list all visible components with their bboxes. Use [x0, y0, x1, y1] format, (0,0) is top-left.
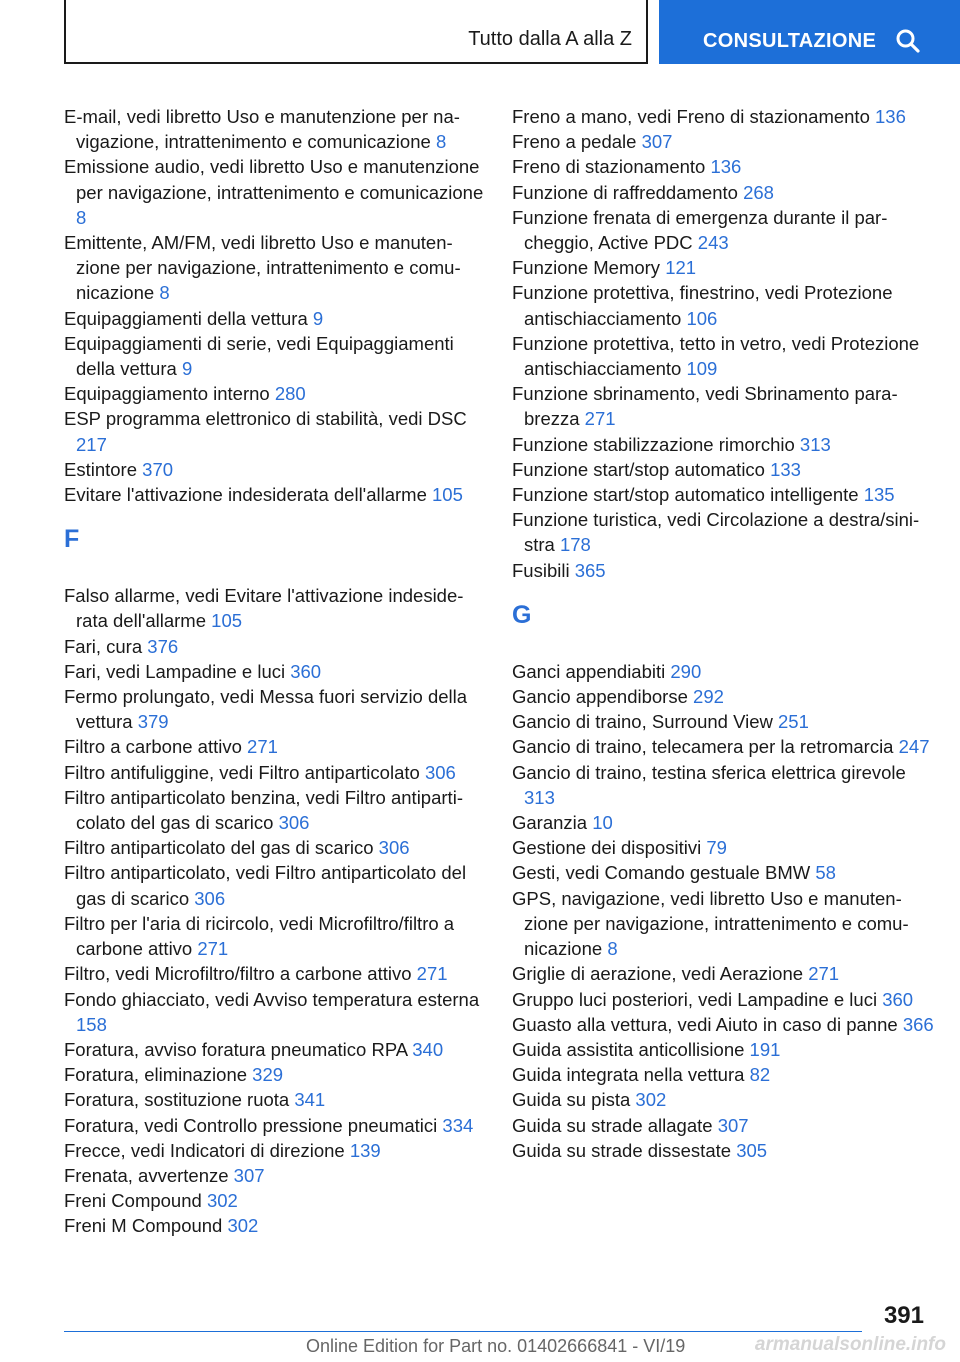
index-entry-text: Funzione di raffreddamento: [512, 181, 738, 203]
page-reference-link[interactable]: 9: [312, 307, 324, 329]
page-reference-link[interactable]: 8: [435, 131, 447, 153]
index-entry: [512, 104, 937, 129]
page-reference-link[interactable]: 290: [670, 660, 702, 682]
page-reference-link[interactable]: 376: [147, 635, 179, 657]
page-reference-link[interactable]: 313: [524, 786, 555, 808]
index-entry-text: Freno a pedale: [512, 131, 637, 153]
index-entry: [512, 860, 937, 885]
page-reference-link[interactable]: 302: [635, 1089, 667, 1111]
index-entry-text: Freno a mano, vedi Freno di stazionamento: [512, 106, 870, 127]
page-reference-link[interactable]: 379: [137, 711, 169, 733]
index-entry: [64, 1087, 484, 1112]
search-icon[interactable]: [895, 28, 921, 54]
index-entry-text: Garanzia: [512, 812, 588, 834]
index-entry: [64, 1037, 484, 1062]
index-letter-heading: F: [64, 525, 80, 554]
index-entry: [512, 1012, 937, 1037]
index-entry: [512, 1113, 937, 1138]
index-entry: [64, 230, 484, 306]
index-entry-text: Fondo ghiacciato, vedi Avviso temperatura esterna: [64, 988, 480, 1010]
index-entry-text: Gancio di traino, Surround View: [512, 711, 773, 733]
index-entry-text: Equipaggiamento interno: [64, 383, 270, 405]
index-entry: [512, 987, 937, 1012]
index-entry-text: Gesti, vedi Comando gestuale BMW: [512, 862, 811, 884]
index-entry-text: Gestione dei dispositivi: [512, 837, 702, 859]
page-reference-link[interactable]: 8: [76, 206, 87, 228]
page-reference-link[interactable]: 105: [211, 610, 243, 632]
index-entry-text: Frecce, vedi Indicatori di direzione: [64, 1139, 345, 1161]
index-entry-text: Fusibili: [512, 559, 570, 581]
index-entry: [512, 432, 937, 457]
index-entry-text: Filtro antiparticolato del gas di scarico: [64, 837, 374, 859]
index-entry: [64, 835, 484, 860]
index-entry-text: Foratura, eliminazione: [64, 1064, 248, 1086]
index-entry: [64, 406, 484, 456]
index-entry-text: Guida assistita anticollisione: [512, 1038, 745, 1060]
footer-divider: [64, 1331, 862, 1332]
index-entry: [64, 659, 484, 684]
page-reference-link[interactable]: 271: [808, 963, 840, 985]
index-entry: [512, 1062, 937, 1087]
index-entry-text: Foratura, sostituzione ruota: [64, 1089, 290, 1111]
page-reference-link[interactable]: 79: [706, 837, 727, 859]
page-reference-link[interactable]: 105: [432, 484, 463, 506]
index-entry-text: Guida su pista: [512, 1089, 631, 1111]
index-entry: [512, 457, 937, 482]
index-entry: [512, 507, 937, 557]
edition-text: Online Edition for Part no. 01402666841 - VI/19: [306, 1336, 686, 1356]
page-reference-link[interactable]: 370: [142, 458, 174, 480]
section-header: [64, 0, 648, 64]
index-entry: [512, 659, 937, 684]
index-entry: [64, 760, 484, 785]
index-entry-text: ESP programma elettronico di stabilità, vedi DSC: [64, 408, 467, 430]
index-entry: [64, 911, 484, 961]
index-entry-text: Foratura, vedi Controllo pressione pneumatici: [64, 1114, 438, 1136]
index-entry: [64, 785, 484, 835]
page-reference-link[interactable]: 313: [799, 433, 831, 455]
index-entry: [64, 1113, 484, 1138]
index-entry-text: Funzione sbrinamento, vedi Sbrinamento parabrezza: [512, 383, 898, 430]
page-number: 391: [883, 1302, 924, 1329]
index-entry: [512, 205, 937, 255]
page-reference-link[interactable]: 136: [710, 156, 742, 178]
consultazione-tab[interactable]: [659, 0, 960, 64]
page-reference-link[interactable]: 340: [412, 1038, 444, 1060]
page-reference-link[interactable]: 307: [717, 1114, 749, 1136]
index-entry: [64, 104, 484, 154]
index-entry: [64, 1062, 484, 1087]
index-entry-text: Filtro, vedi Microfiltro/filtro a carbone attivo: [64, 963, 412, 985]
index-entry-text: Foratura, avviso foratura pneumatico RPA: [64, 1038, 408, 1060]
index-entry-text: Emissione audio, vedi libretto Uso e manutenzione per navigazione, intrattenimento e comunicazione: [64, 156, 484, 203]
page-reference-link[interactable]: 329: [252, 1064, 284, 1086]
page-reference-link[interactable]: 8: [607, 938, 618, 960]
tab-label: CONSULTAZIONE: [703, 30, 877, 52]
page-reference-link[interactable]: 271: [197, 938, 229, 960]
index-entry-text: Freno di stazionamento: [512, 156, 706, 178]
page-reference-link[interactable]: 302: [227, 1215, 259, 1237]
page-reference-link[interactable]: 280: [274, 383, 306, 405]
index-entry: [64, 961, 484, 986]
index-entry: [512, 1087, 937, 1112]
index-entry: [64, 331, 484, 381]
index-entry: [512, 961, 937, 986]
index-entry-text: Fermo prolungato, vedi Messa fuori servizio della vettura: [64, 686, 468, 733]
index-entry-text: Equipaggiamenti di serie, vedi Equipaggiamenti della vettura: [64, 332, 454, 380]
index-entry-text: Emittente, AM/FM, vedi libretto Uso e manutenzione per navigazione, intrattenimento e comunicazione: [64, 232, 461, 304]
index-entry: [64, 684, 484, 734]
index-entry: [64, 634, 484, 659]
index-entry: [512, 1138, 937, 1163]
index-entry-text: Gancio di traino, testina sferica elettrica girevole: [512, 761, 906, 783]
index-entry: [512, 255, 937, 280]
page-reference-link[interactable]: 191: [749, 1038, 781, 1060]
index-entry: [512, 154, 937, 179]
index-entry: [512, 709, 937, 734]
index-entry-text: Filtro antiparticolato, vedi Filtro antiparticolato del gas di scarico: [64, 862, 467, 909]
index-entry-text: Funzione frenata di emergenza durante il parcheggio, Active PDC: [512, 206, 888, 254]
page-reference-link[interactable]: 268: [743, 181, 774, 203]
index-entry-text: Ganci appendiabiti: [512, 660, 666, 682]
index-entry-text: Gancio di traino, telecamera per la retromarcia: [512, 736, 894, 758]
page-reference-link[interactable]: 307: [641, 131, 673, 153]
index-entry: [512, 129, 937, 154]
index-entry-text: Evitare l'attivazione indesiderata dell'allarme: [64, 484, 427, 506]
index-entry: [512, 1037, 937, 1062]
page-reference-link[interactable]: 305: [736, 1139, 768, 1161]
index-entry: [64, 381, 484, 406]
index-entry-text: Fari, cura: [64, 635, 143, 657]
section-label: Tutto dalla A alla Z: [468, 28, 632, 50]
index-entry-text: Funzione stabilizzazione rimorchio: [512, 433, 795, 455]
index-entry-text: Funzione protettiva, tetto in vetro, vedi Protezione antischiacciamento: [512, 332, 920, 380]
index-entry-text: Funzione protettiva, finestrino, vedi Protezione antischiacciamento: [512, 282, 893, 329]
index-entry-text: Funzione start/stop automatico intelligente: [512, 484, 859, 506]
index-entry-text: Freni M Compound: [64, 1215, 223, 1237]
index-entry: [64, 583, 484, 633]
page-reference-link[interactable]: 251: [778, 711, 809, 733]
index-entry: [512, 734, 937, 759]
index-entry-text: Filtro per l'aria di ricircolo, vedi Microfiltro/filtro a carbone attivo: [64, 912, 455, 960]
index-entry: [512, 835, 937, 860]
index-entry-text: Freni Compound: [64, 1190, 202, 1212]
watermark-text: armanualsonline.info: [754, 1334, 946, 1355]
index-entry-text: Guasto alla vettura, vedi Aiuto in caso di panne: [512, 1013, 898, 1035]
page-reference-link[interactable]: 136: [875, 106, 906, 127]
page-reference-link[interactable]: 306: [424, 761, 456, 783]
index-entry-text: Fari, vedi Lampadine e luci: [64, 660, 286, 682]
index-entry-text: Guida su strade dissestate: [512, 1139, 732, 1161]
index-entry: [64, 306, 484, 331]
index-entry: [64, 1163, 484, 1188]
page-reference-link[interactable]: 365: [574, 559, 606, 581]
page-reference-link[interactable]: 306: [194, 887, 226, 909]
index-entry-text: Estintore: [64, 458, 138, 480]
index-entry: [64, 457, 484, 482]
index-entry-text: Funzione turistica, vedi Circolazione a destra/sinistra: [512, 509, 920, 556]
page-reference-link[interactable]: 360: [290, 660, 322, 682]
index-entry: [64, 860, 484, 910]
index-entry: [64, 987, 484, 1037]
page-reference-link[interactable]: 178: [559, 534, 591, 556]
index-entry: [512, 180, 937, 205]
index-entry: [512, 886, 937, 962]
page-reference-link[interactable]: 271: [584, 408, 616, 430]
page-reference-link[interactable]: 271: [247, 736, 278, 758]
page-reference-link[interactable]: 82: [749, 1064, 771, 1086]
index-entry: [512, 331, 937, 381]
page-reference-link[interactable]: 292: [693, 686, 724, 708]
page-reference-link[interactable]: 109: [686, 358, 718, 380]
page-reference-link[interactable]: 58: [815, 862, 836, 884]
page-reference-link[interactable]: 9: [181, 358, 193, 380]
index-entry: [512, 684, 937, 709]
index-entry-text: Filtro a carbone attivo: [64, 736, 242, 758]
index-letter-heading: G: [512, 600, 532, 629]
index-entry-text: Filtro antiparticolato benzina, vedi Filtro antiparticolato del gas di scarico: [64, 786, 463, 834]
index-entry-text: Frenata, avvertenze: [64, 1164, 229, 1186]
page-reference-link[interactable]: 121: [665, 257, 697, 279]
index-entry-text: Gancio appendiborse: [512, 686, 688, 708]
index-column-right: [512, 104, 937, 1163]
index-entry: [64, 154, 484, 230]
index-entry: [64, 734, 484, 759]
index-entry: [512, 280, 937, 330]
index-entry-text: Filtro antifuliggine, vedi Filtro antiparticolato: [64, 761, 420, 783]
page-reference-link[interactable]: 307: [233, 1164, 265, 1186]
page-reference-link[interactable]: 139: [349, 1139, 381, 1161]
page-reference-link[interactable]: 334: [442, 1114, 474, 1136]
page-reference-link[interactable]: 306: [378, 837, 410, 859]
page-reference-link[interactable]: 341: [294, 1089, 326, 1111]
index-entry: [64, 1138, 484, 1163]
page-reference-link[interactable]: 366: [902, 1013, 934, 1035]
index-entry: [512, 558, 937, 583]
index-entry: [64, 1188, 484, 1213]
page-reference-link[interactable]: 302: [206, 1190, 238, 1212]
page-reference-link[interactable]: 158: [76, 1013, 107, 1035]
page-reference-link[interactable]: 217: [76, 433, 107, 455]
index-entry-text: Funzione Memory: [512, 257, 661, 279]
index-entry: [64, 482, 484, 507]
index-entry-text: Funzione start/stop automatico: [512, 458, 765, 480]
index-entry-text: E-mail, vedi libretto Uso e manutenzione per navigazione, intrattenimento e comunicazione: [64, 106, 460, 153]
index-entry: [512, 482, 937, 507]
index-entry-text: Griglie di aerazione, vedi Aerazione: [512, 963, 804, 985]
index-column-left: [64, 104, 484, 1239]
page-reference-link[interactable]: 247: [898, 736, 930, 758]
page-reference-link[interactable]: 306: [278, 812, 310, 834]
index-entry: [512, 760, 937, 810]
page-reference-link[interactable]: 106: [686, 307, 718, 329]
index-entry: [512, 810, 937, 835]
index-entry-text: Equipaggiamenti della vettura: [64, 307, 308, 329]
page-reference-link[interactable]: 8: [159, 282, 170, 304]
index-entry-text: Falso allarme, vedi Evitare l'attivazione indesiderata dell'allarme: [64, 585, 464, 632]
index-entry-text: Guida su strade allagate: [512, 1114, 713, 1136]
page-reference-link[interactable]: 10: [592, 812, 613, 834]
index-entry-text: GPS, navigazione, vedi libretto Uso e manutenzione per navigazione, intrattenimento e comunicazione: [512, 887, 909, 960]
index-entry-text: Gruppo luci posteriori, vedi Lampadine e luci: [512, 988, 878, 1010]
page-reference-link[interactable]: 360: [882, 988, 914, 1010]
page-reference-link[interactable]: 135: [863, 484, 895, 506]
page-reference-link[interactable]: 243: [697, 232, 729, 254]
page-reference-link[interactable]: 133: [770, 458, 801, 480]
index-entry: [512, 381, 937, 431]
index-entry: [64, 1213, 484, 1238]
index-entry-text: Guida integrata nella vettura: [512, 1064, 745, 1086]
page-reference-link[interactable]: 271: [416, 963, 448, 985]
